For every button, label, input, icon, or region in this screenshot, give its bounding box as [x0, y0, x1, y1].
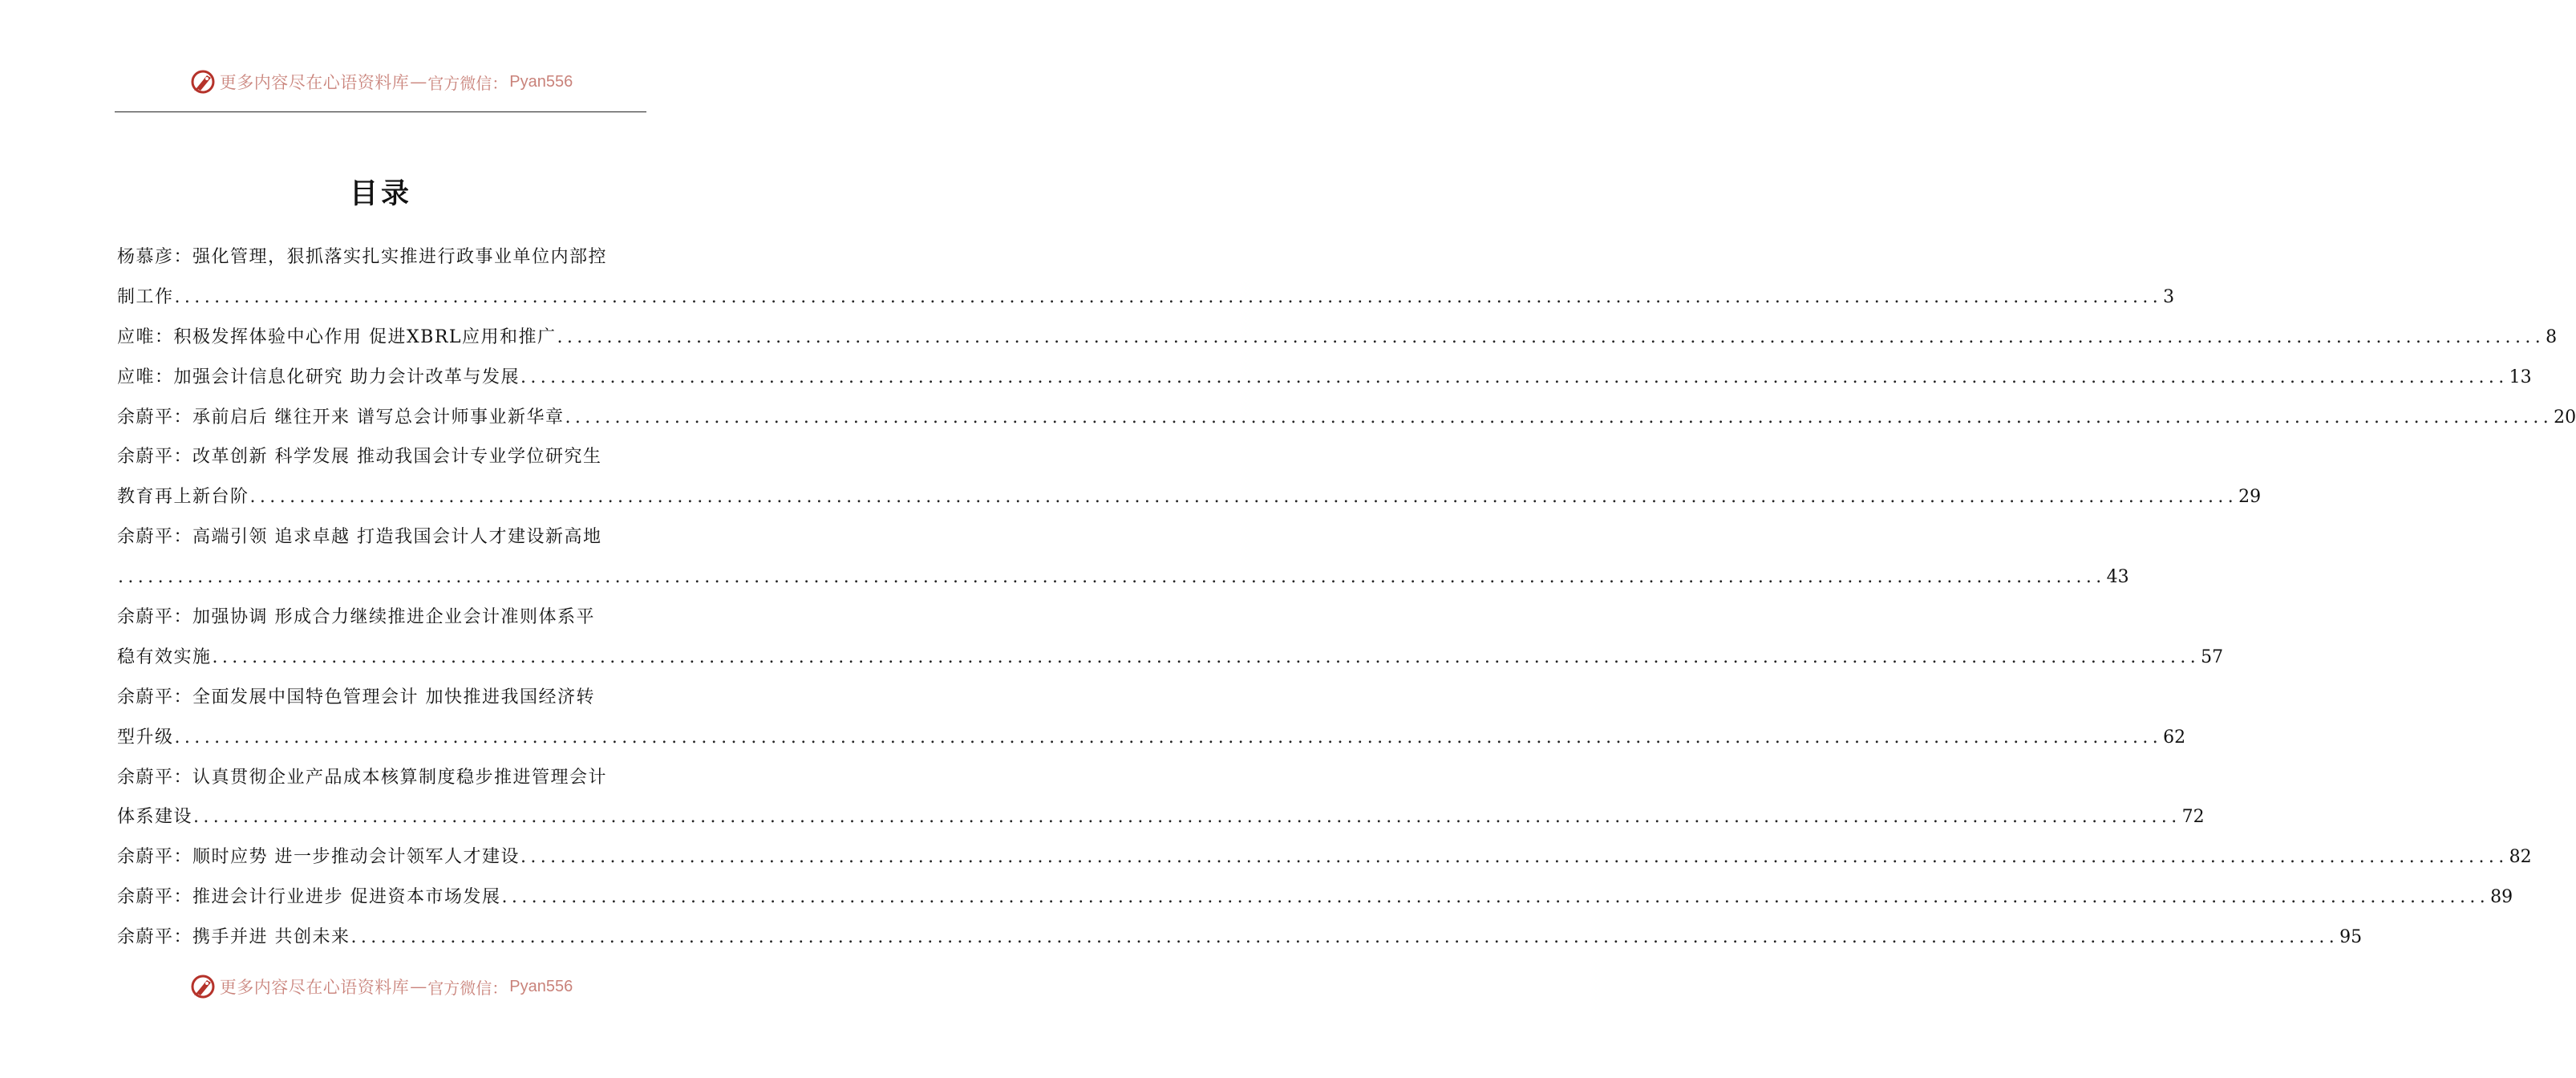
toc-entry-last-line	[117, 638, 2224, 678]
toc-entry-title: 余蔚平：全面发展中国特色管理会计 加快推进我国经济转	[117, 687, 595, 707]
toc-entry[interactable]	[117, 837, 2532, 877]
toc-entry-title: 杨慕彦：强化管理，狠抓落实扎实推进行政事业单位内部控	[117, 247, 608, 267]
toc-entry[interactable]	[117, 598, 2224, 678]
pen-nib-logo-icon	[189, 68, 217, 95]
toc-entry-line	[117, 437, 646, 477]
toc-page-number: 82	[2509, 847, 2532, 868]
toc-entry-line	[117, 517, 646, 557]
toc-entry[interactable]	[117, 517, 2129, 598]
toc-entry-title: 余蔚平：认真贯彻企业产品成本核算制度稳步推进管理会计	[117, 767, 608, 788]
toc-entry-title: 余蔚平：承前启后 继往开来 谱写总会计师事业新华章	[117, 407, 565, 428]
toc-entry-title: 应唯：加强会计信息化研究 助力会计改革与发展	[117, 367, 520, 387]
toc-entry-title: 制工作	[117, 286, 174, 307]
toc-entry[interactable]	[117, 877, 2513, 918]
toc-entry-last-line	[117, 477, 2262, 517]
toc-entry-title: 余蔚平：高端引领 追求卓越 打造我国会计人才建设新高地	[117, 527, 602, 548]
toc-entry-title: 型升级	[117, 727, 174, 748]
toc-entry[interactable]	[117, 758, 2205, 838]
toc-entry-title: 应唯：积极发挥体验中心作用 促进XBRL应用和推广	[117, 326, 557, 347]
toc-leader-dots: ........................................................................................................................................................................................................	[501, 887, 2490, 908]
toc-entry[interactable]	[117, 918, 2363, 958]
toc-entry-last-line	[117, 318, 2558, 358]
toc-entry-title: 体系建设	[117, 807, 193, 828]
header-wechat-id: Pyan556	[509, 72, 573, 91]
table-of-contents	[117, 237, 2576, 958]
toc-entry[interactable]	[117, 398, 2576, 438]
toc-entry-last-line	[117, 797, 2205, 837]
toc-entry-title: 稳有效实施	[117, 646, 212, 667]
toc-entry[interactable]	[117, 237, 2175, 318]
header-rule	[115, 111, 646, 112]
toc-page-number: 8	[2546, 326, 2558, 347]
toc-leader-dots: ........................................................................................................................................................................................................	[350, 927, 2339, 948]
header-banner-text: 更多内容尽在心语资料库	[219, 73, 410, 92]
header-banner	[0, 66, 762, 98]
toc-page-number: 29	[2238, 487, 2262, 508]
toc-entry-last-line	[117, 398, 2576, 438]
toc-leader-dots: ........................................................................................................................................................................................................	[193, 807, 2181, 828]
footer-banner-text: 更多内容尽在心语资料库	[219, 978, 410, 997]
toc-leader-dots: ........................................................................................................................................................................................................	[118, 567, 2106, 588]
toc-leader-dots: ........................................................................................................................................................................................................	[565, 407, 2554, 428]
toc-leader-dots: ........................................................................................................................................................................................................	[557, 326, 2546, 347]
toc-entry-title: 余蔚平：顺时应势 进一步推动会计领军人才建设	[117, 847, 520, 868]
toc-leader-dots: ........................................................................................................................................................................................................	[520, 847, 2509, 868]
toc-entry[interactable]	[117, 358, 2532, 398]
toc-entry[interactable]	[117, 437, 2262, 517]
pen-nib-logo-icon	[189, 973, 217, 1000]
toc-page-number: 3	[2163, 286, 2175, 307]
toc-entry-title: 余蔚平：携手并进 共创未来	[117, 927, 350, 948]
toc-entry-title: 余蔚平：推进会计行业进步 促进资本市场发展	[117, 887, 501, 908]
toc-entry-last-line	[117, 278, 2175, 318]
toc-page-number: 13	[2509, 367, 2532, 387]
toc-entry-last-line	[117, 877, 2513, 918]
toc-entry-last-line	[117, 358, 2532, 398]
header-banner-separator: —	[410, 72, 427, 91]
toc-entry-last-line	[117, 718, 2186, 758]
toc-leader-dots: ........................................................................................................................................................................................................	[174, 727, 2163, 748]
toc-page-number: 43	[2106, 567, 2129, 588]
toc-leader-dots: ........................................................................................................................................................................................................	[174, 286, 2163, 307]
toc-entry-last-line	[117, 837, 2532, 877]
footer-wechat-label: 官方微信：	[427, 978, 508, 998]
toc-page-number: 95	[2339, 927, 2363, 948]
toc-page-number: 62	[2163, 727, 2186, 748]
toc-page-number: 72	[2181, 807, 2205, 828]
footer-banner	[0, 971, 762, 1003]
footer-banner-separator: —	[410, 977, 427, 996]
toc-entry-line	[117, 678, 646, 718]
toc-entry-line	[117, 758, 646, 798]
toc-entry[interactable]	[117, 318, 2558, 358]
footer-wechat-id: Pyan556	[509, 977, 573, 995]
toc-entry-title: 余蔚平：改革创新 科学发展 推动我国会计专业学位研究生	[117, 447, 602, 468]
toc-page-number: 57	[2201, 646, 2224, 667]
toc-entry-line	[117, 237, 646, 278]
toc-page-number: 20	[2554, 407, 2576, 428]
toc-leader-dots: ........................................................................................................................................................................................................	[249, 487, 2238, 508]
toc-entry-last-line	[117, 918, 2363, 958]
toc-leader-dots: ........................................................................................................................................................................................................	[520, 367, 2509, 387]
toc-page-number: 89	[2490, 887, 2513, 908]
toc-entry-line	[117, 598, 646, 638]
toc-entry-title: 余蔚平：加强协调 形成合力继续推进企业会计准则体系平	[117, 607, 595, 628]
header-wechat-label: 官方微信：	[427, 73, 508, 93]
page-title: 目录	[349, 178, 412, 210]
toc-leader-dots: ........................................................................................................................................................................................................	[212, 646, 2201, 667]
toc-entry-title: 教育再上新台阶	[117, 487, 249, 508]
toc-entry[interactable]	[117, 678, 2186, 758]
toc-entry-last-line	[117, 557, 2129, 598]
